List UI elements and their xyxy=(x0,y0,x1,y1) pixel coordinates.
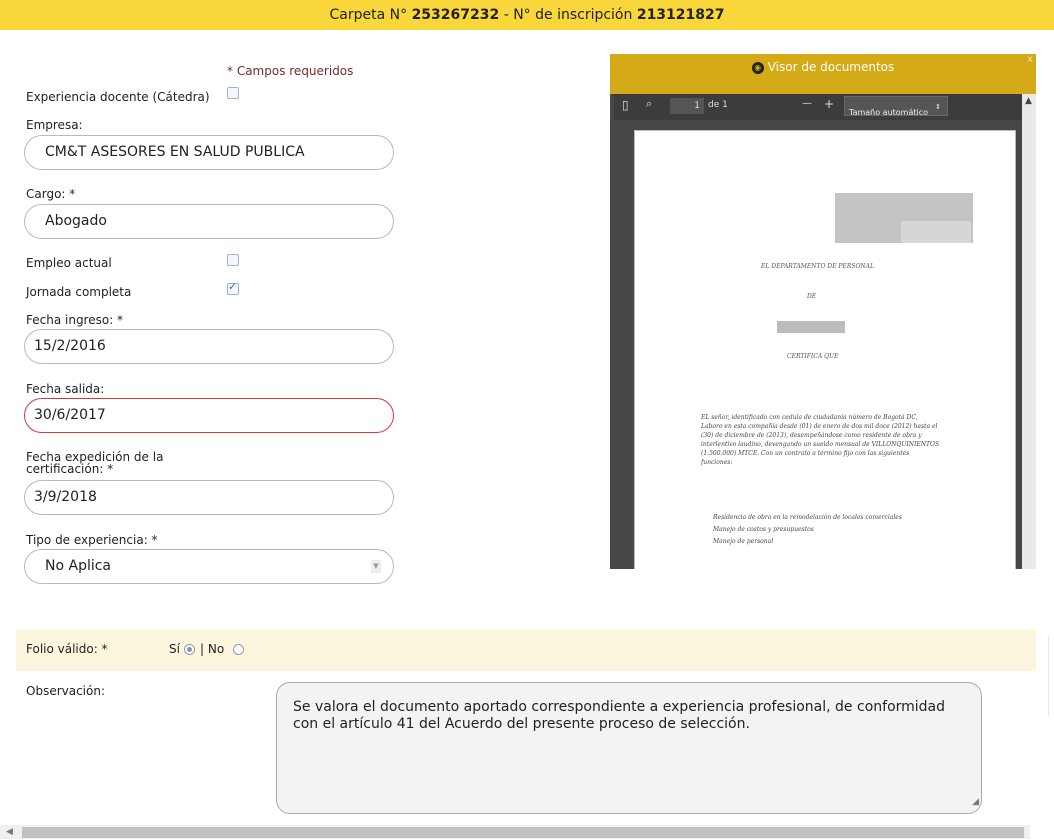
fecha-expedicion-input[interactable]: 3/9/2018 xyxy=(24,480,394,515)
document-viewer xyxy=(610,54,1036,569)
sidebar-toggle-icon[interactable]: ▯ xyxy=(622,98,629,112)
doc-heading: EL DEPARTAMENTO DE PERSONAL xyxy=(761,263,874,270)
fecha-salida-input[interactable]: 30/6/2017 xyxy=(24,398,394,433)
folio-si-radio[interactable] xyxy=(184,644,195,655)
scroll-up-icon: ▲ xyxy=(1025,96,1032,106)
cargo-label: Cargo: * xyxy=(26,187,76,201)
viewer-icon: ◉ xyxy=(752,62,764,74)
fecha-expedicion-label xyxy=(26,451,163,475)
zoom-select[interactable] xyxy=(844,96,948,116)
page-count: de 1 xyxy=(708,100,728,110)
search-icon[interactable]: ⌕ xyxy=(646,97,653,110)
doc-de: DE xyxy=(807,293,817,300)
folio-si-label: Sí xyxy=(169,642,180,656)
jornada-checkbox[interactable] xyxy=(227,283,239,295)
empleo-actual-label: Empleo actual xyxy=(26,256,112,270)
resize-grip-icon[interactable]: ◢ xyxy=(972,797,979,807)
empresa-input[interactable]: CM&T ASESORES EN SALUD PUBLICA xyxy=(24,135,394,170)
fecha-ingreso-label: Fecha ingreso: * xyxy=(26,313,124,327)
zoom-out-button[interactable]: — xyxy=(802,98,812,109)
folder-header-bar xyxy=(0,0,1054,30)
folio-no-label: | No xyxy=(200,642,225,656)
jornada-label: Jornada completa xyxy=(26,285,132,299)
carpeta-number: 253267232 xyxy=(411,7,500,23)
tipo-experiencia-label: Tipo de experiencia: * xyxy=(26,533,158,547)
viewer-scrollbar[interactable] xyxy=(1022,94,1036,569)
fecha-expedicion-label-line2: certificación: * xyxy=(26,462,114,476)
doc-bullet-3: Manejo de personal xyxy=(713,538,774,545)
docencia-checkbox[interactable] xyxy=(227,87,239,99)
zoom-in-button[interactable]: + xyxy=(824,97,835,111)
fecha-expedicion-label-line1: Fecha expedición de la xyxy=(26,450,164,464)
viewer-header xyxy=(610,54,1036,94)
observacion-textarea[interactable] xyxy=(276,682,982,814)
inscripcion-label: - N° de inscripción xyxy=(503,7,633,23)
tipo-experiencia-value: No Aplica xyxy=(45,558,112,574)
doc-body: EL señor, identificado con cedula de ciudadanía número de Bogotá DC, Laboro en esta compañía desde (01) de enero de dos mil doce (2012) hasta el (30) de diciembre de (2013), desempeñándose como residente de obra y interlentivo laudino, devengando un sueldo mensual de VILLONQUINIENTOS (1.500.000) MTCE. Con un contrato a término fijo con las siguientes funciones: xyxy=(701,414,940,466)
close-icon[interactable]: x xyxy=(1027,54,1033,65)
folio-valido-row xyxy=(16,630,1036,671)
page-number-input[interactable]: 1 xyxy=(670,98,704,114)
cargo-input[interactable]: Abogado xyxy=(24,204,394,239)
redacted-company xyxy=(777,321,845,333)
folio-valido-label: Folio válido: * xyxy=(26,642,108,656)
horizontal-scrollbar[interactable] xyxy=(0,825,1030,839)
fecha-salida-label: Fecha salida: xyxy=(26,382,105,396)
doc-bullet-1: Residencia de obra en la remodelación de locales comerciales xyxy=(713,514,902,521)
empresa-label: Empresa: xyxy=(26,118,83,132)
divider xyxy=(1048,636,1049,716)
viewer-toolbar xyxy=(614,94,1034,120)
redacted-block xyxy=(901,221,971,243)
scroll-left-icon[interactable]: ◀ xyxy=(6,827,13,837)
inscripcion-number: 213121827 xyxy=(636,7,725,23)
empleo-actual-checkbox[interactable] xyxy=(227,254,239,266)
chevron-down-icon: ▼ xyxy=(371,560,381,573)
zoom-value: Tamaño automático xyxy=(849,108,929,117)
docencia-label: Experiencia docente (Cátedra) xyxy=(26,90,210,104)
doc-certifica: CERTIFICA QUE xyxy=(787,353,839,360)
observacion-label: Observación: xyxy=(26,684,106,698)
carpeta-label: Carpeta N° xyxy=(329,7,408,23)
document-page xyxy=(634,130,1016,569)
required-fields-note: * Campos requeridos xyxy=(227,64,354,78)
folio-no-radio[interactable] xyxy=(233,644,244,655)
viewer-title: Visor de documentos xyxy=(767,60,895,74)
fecha-ingreso-input[interactable]: 15/2/2016 xyxy=(24,329,394,364)
updown-icon: ⇕ xyxy=(935,103,941,111)
doc-bullet-2: Manejo de costos y presupuestos xyxy=(713,526,814,533)
observacion-text: Se valora el documento aportado correspondiente a experiencia profesional, de conformidad con el artículo 41 del Acuerdo del presente proceso de selección. xyxy=(293,699,946,732)
scrollbar-thumb[interactable] xyxy=(22,827,1024,838)
tipo-experiencia-select[interactable] xyxy=(24,549,394,584)
